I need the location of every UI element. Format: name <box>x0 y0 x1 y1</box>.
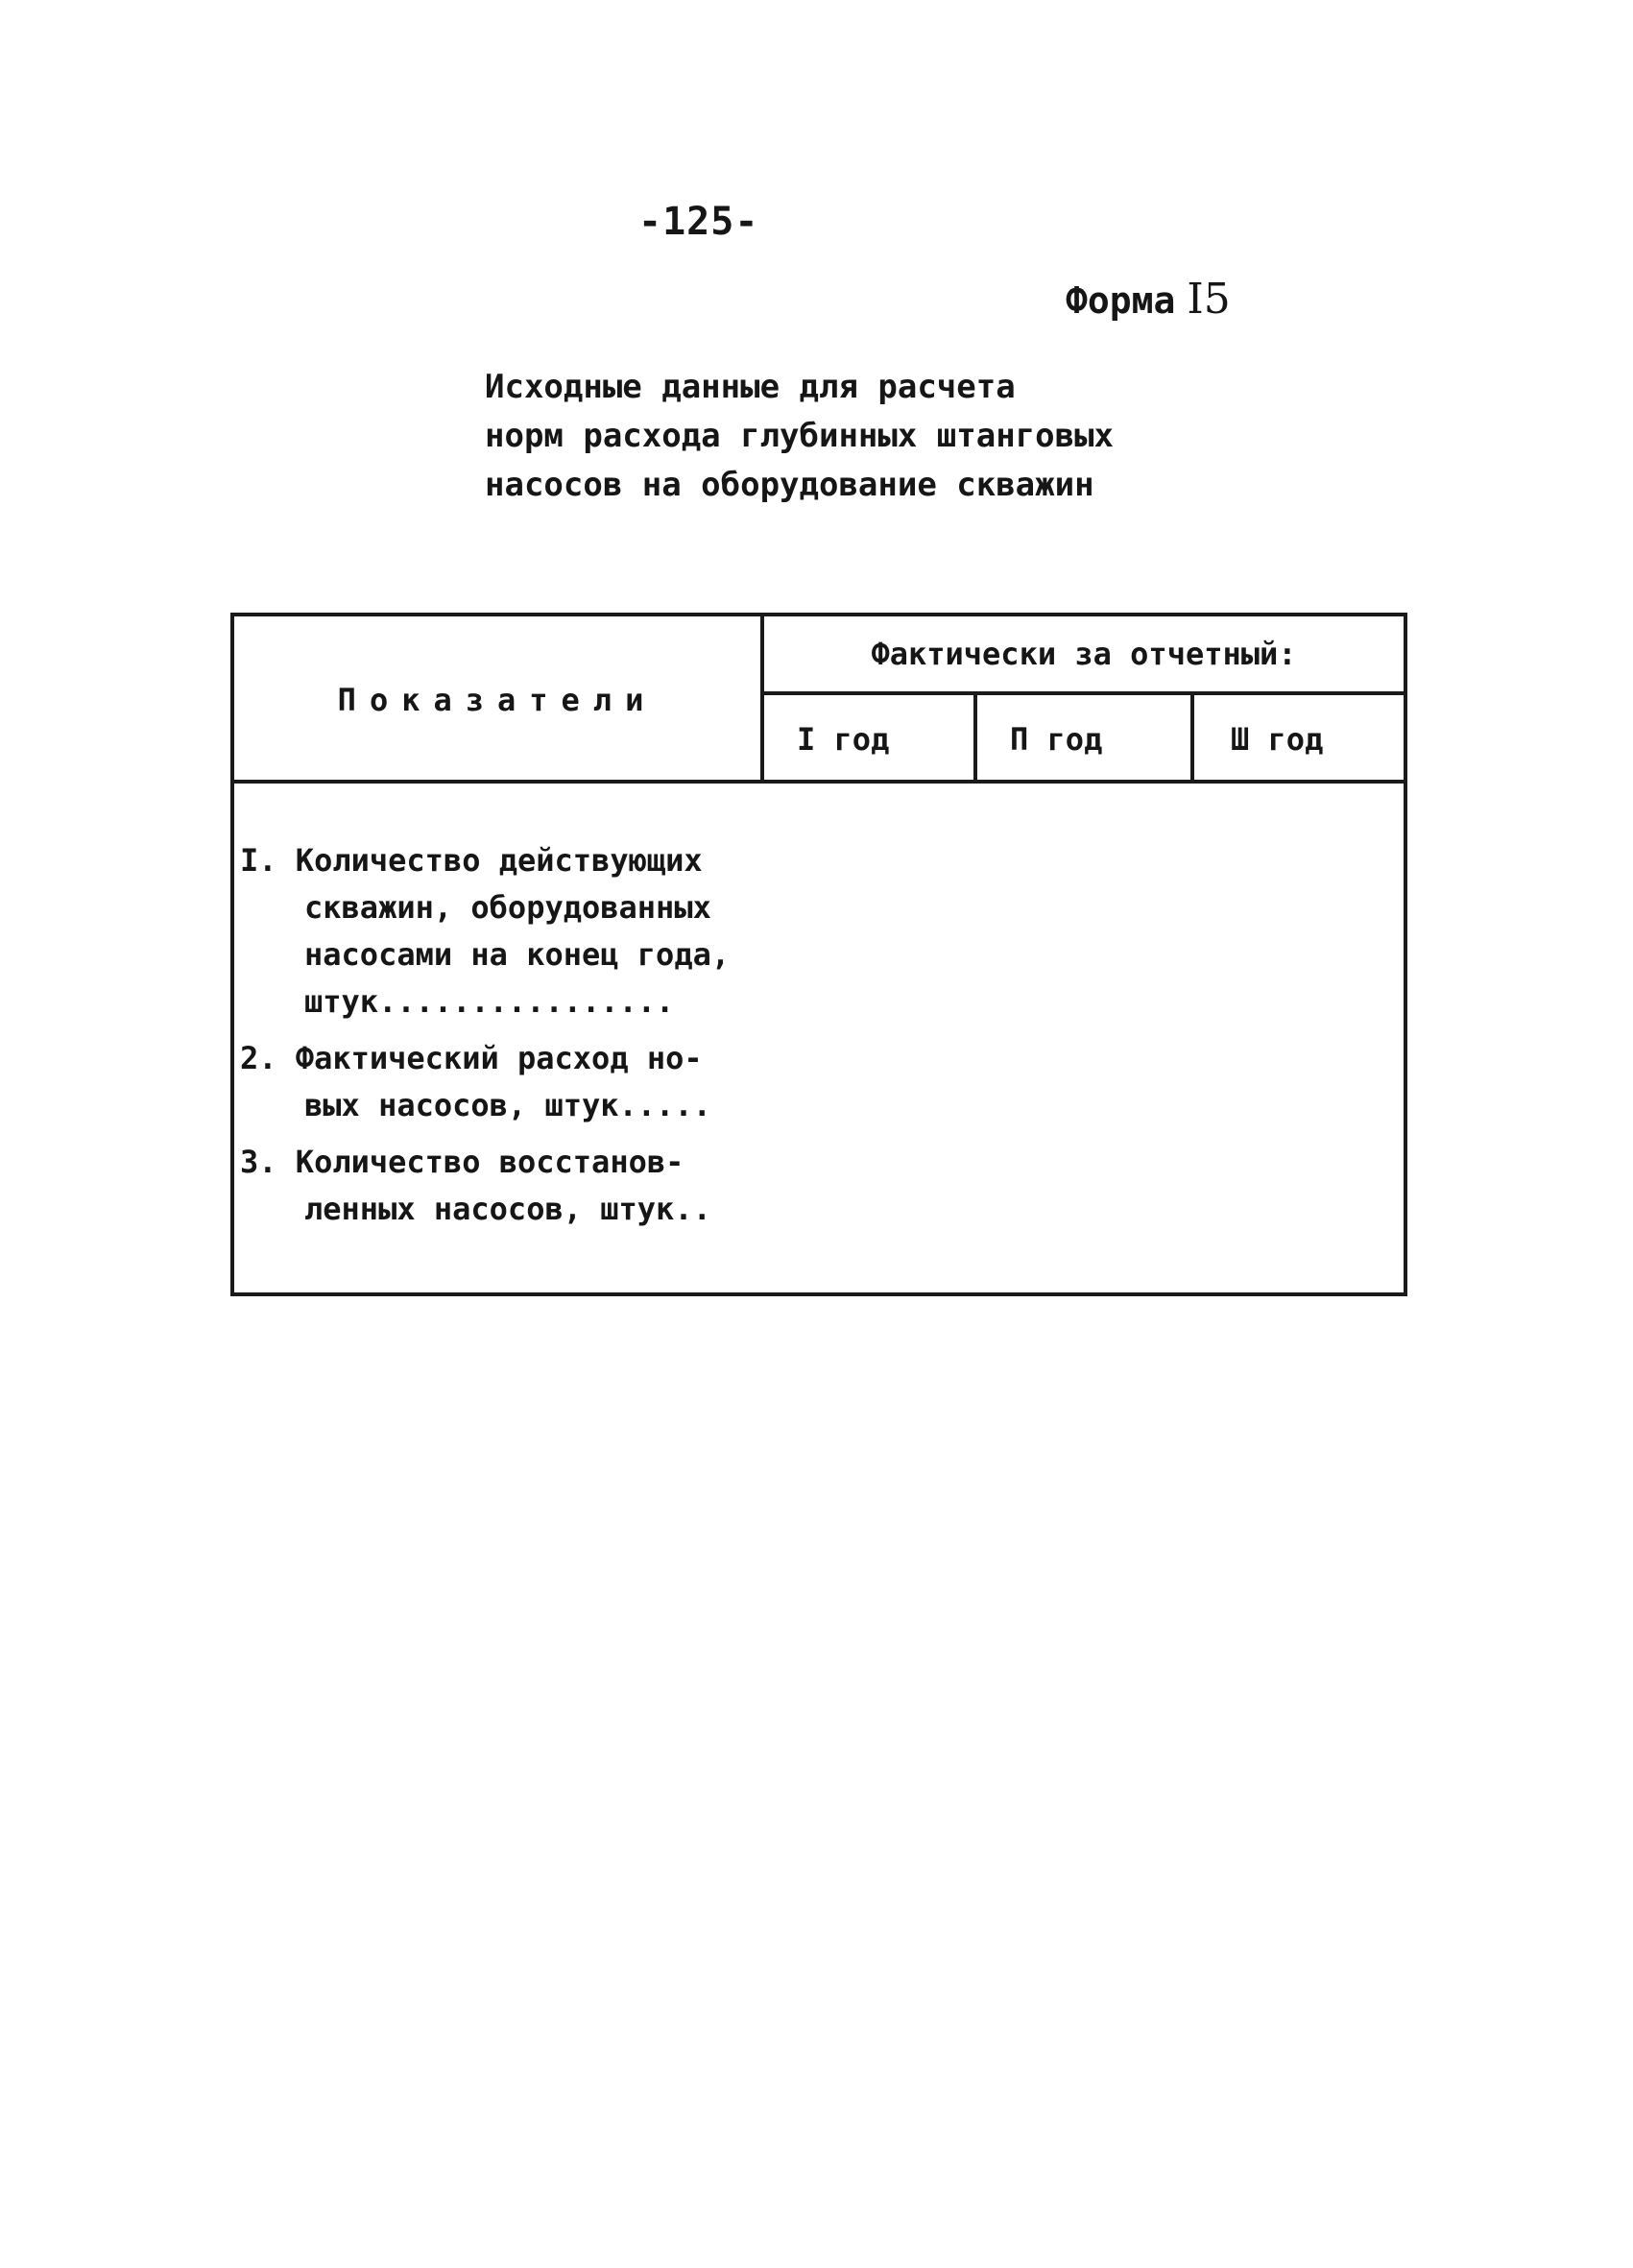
row-text-line: Количество восстанов- <box>295 1144 684 1180</box>
row-text-line: ленных насосов, штук.. <box>304 1191 711 1227</box>
header-indicators: Показатели <box>337 682 658 718</box>
title-line-2: норм расхода глубинных штанговых <box>485 417 1115 455</box>
header-year-3: Ш год <box>1231 721 1324 758</box>
row-number: 3. <box>240 1144 277 1180</box>
row-text-line: Количество действующих <box>295 842 703 879</box>
row-text-line: Фактический расход но- <box>295 1040 703 1076</box>
row-text-line: скважин, оборудованных <box>304 889 711 926</box>
title-line-1: Исходные данные для расчета <box>485 368 1016 406</box>
row-text-line: вых насосов, штук..... <box>304 1087 711 1123</box>
data-table <box>230 613 1407 1296</box>
form-label <box>1066 275 1231 324</box>
row-number: I. <box>240 842 277 879</box>
table-divider-year-2 <box>1190 691 1194 784</box>
header-actual-reporting: Фактически за отчетный: <box>871 636 1297 672</box>
row-text-line: штук................ <box>304 983 675 1020</box>
table-row <box>240 1035 758 1129</box>
table-body <box>240 837 758 1243</box>
table-row <box>240 1139 758 1233</box>
header-year-2: П год <box>1010 721 1103 758</box>
page-number: -125- <box>638 200 759 244</box>
form-number: I5 <box>1187 275 1231 324</box>
title-line-3: насосов на оборудование скважин <box>485 466 1094 504</box>
header-year-1: I год <box>797 721 890 758</box>
document-title <box>485 363 1114 510</box>
row-number: 2. <box>240 1040 277 1076</box>
table-divider-year-1 <box>973 691 977 784</box>
table-row <box>240 837 758 1025</box>
row-text-line: насосами на конец года, <box>304 936 731 973</box>
form-label-text: Форма <box>1066 279 1176 322</box>
